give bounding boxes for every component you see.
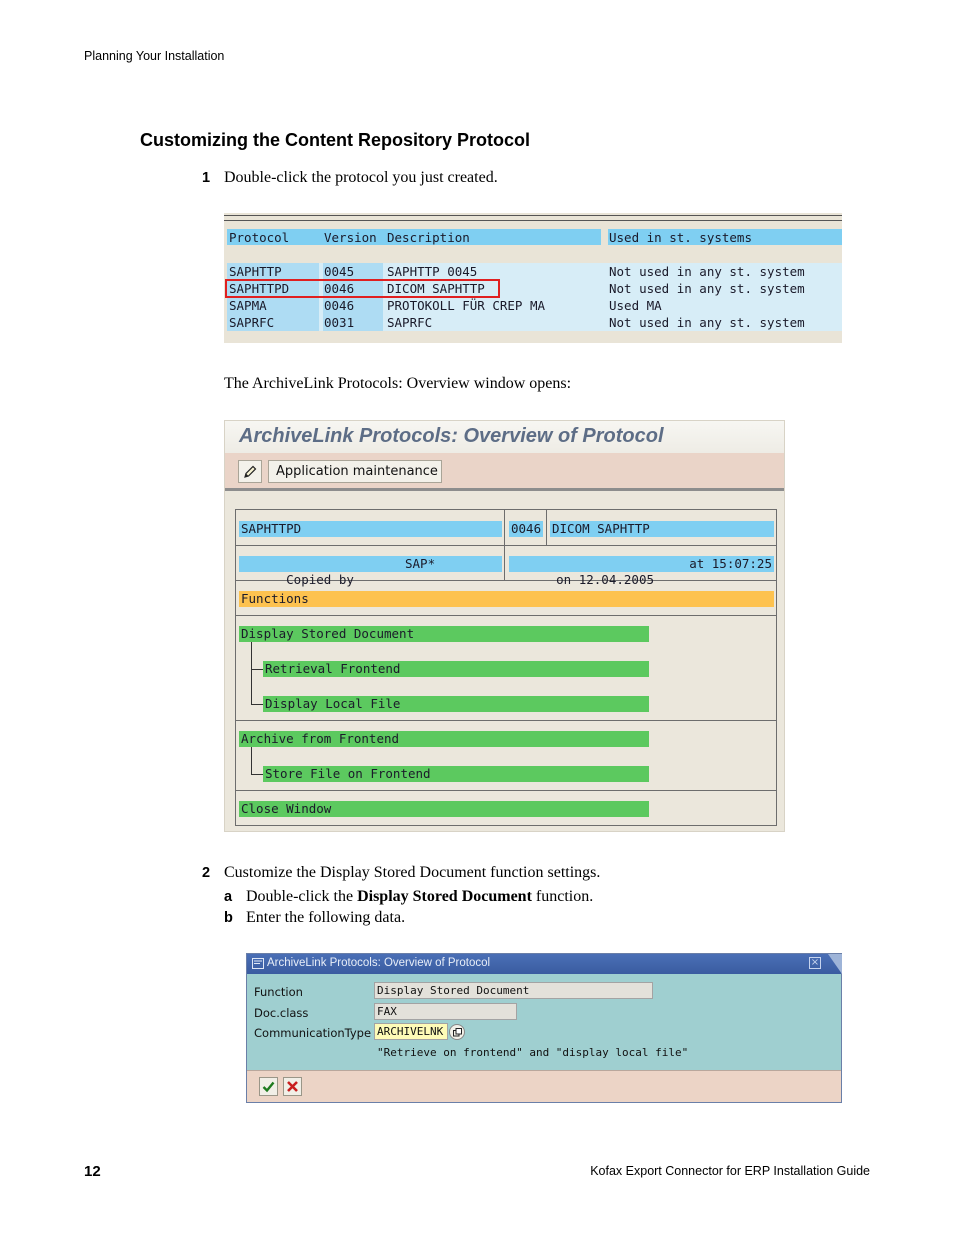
copied-by-label: Copied by [286,572,354,587]
table-row-protocol[interactable]: SAPRFC [229,315,275,330]
protocol-version-field: 0046 [511,521,542,536]
application-maintenance-button[interactable]: Application maintenance [268,460,442,483]
function-display-local-file[interactable]: Display Local File [263,696,649,712]
step-1-number: 1 [202,170,211,186]
protocol-description-field: DICOM SAPHTTP [550,521,774,537]
section-title: Customizing the Content Repository Protocol [140,130,530,150]
protocol-list-screenshot [224,213,842,343]
dialog-button-bar [247,1070,841,1102]
table-row-description: SAPHTTP 0045 [387,264,478,279]
step-2-number: 2 [202,865,211,881]
function-label: Function [254,985,303,999]
caption-overview-opens: The ArchiveLink Protocols: Overview window opens: [224,375,572,392]
header-version: Version [324,230,377,245]
table-row-version: 0046 [324,298,355,313]
step-2a-letter: a [224,889,233,905]
function-store-file-on-frontend[interactable]: Store File on Frontend [263,766,649,782]
table-row-version: 0046 [324,281,355,296]
function-close-window[interactable]: Close Window [239,801,649,817]
protocol-detail-frame [235,509,777,826]
checkmark-icon [262,1080,275,1093]
header-used: Used in st. systems [609,230,752,245]
window-title: ArchiveLink Protocols: Overview of Protocol [239,425,664,447]
functions-header: Functions [239,591,774,607]
step-2a-text: Double-click the Display Stored Document function. [246,888,594,905]
copied-by-value: SAP* [405,556,436,571]
header-description: Description [387,230,470,245]
value-help-icon [453,1028,462,1037]
table-row-protocol[interactable]: SAPHTTPD [229,281,290,296]
header-protocol: Protocol [229,230,290,245]
dialog-titlebar [247,954,841,974]
copied-by-field [239,556,502,587]
doc-class-field[interactable]: FAX [374,1003,517,1020]
overview-window-screenshot [224,420,785,832]
edit-button[interactable] [238,460,262,483]
table-row-used: Not used in any st. system [609,315,805,330]
application-toolbar [225,453,784,491]
step-1-text: Double-click the protocol you just created. [224,169,498,186]
step-2b-text: Enter the following data. [246,909,406,926]
value-help-button[interactable] [449,1024,465,1040]
window-titlebar [225,421,784,453]
function-dialog-screenshot [246,953,842,1103]
pencil-icon [242,464,258,480]
document-icon [252,958,264,969]
doc-class-label: Doc.class [254,1006,309,1020]
running-header: Planning Your Installation [84,49,225,63]
selected-row-highlight [225,279,500,298]
copied-date-field [509,556,774,587]
step-2b-letter: b [224,910,233,926]
function-field[interactable]: Display Stored Document [374,982,653,999]
table-row-description: SAPRFC [387,315,433,330]
communication-type-field[interactable]: ARCHIVELNK [374,1023,448,1040]
confirm-button[interactable] [259,1077,278,1096]
function-archive-from-frontend[interactable]: Archive from Frontend [239,731,649,747]
step-2-text: Customize the Display Stored Document function settings. [224,864,601,881]
function-retrieval-frontend[interactable]: Retrieval Frontend [263,661,649,677]
table-row-used: Not used in any st. system [609,264,805,279]
dialog-note: "Retrieve on frontend" and "display local file" [377,1046,689,1059]
table-row-protocol[interactable]: SAPHTTP [229,264,282,279]
protocol-name-field: SAPHTTPD [239,521,502,537]
table-row-description: PROTOKOLL FÜR CREP MA [387,298,546,313]
copied-at-time: at 15:07:25 [689,556,772,571]
footer-page-number: 12 [84,1163,101,1180]
table-row-used: Used MA [609,298,662,313]
communication-type-label: CommunicationType [254,1026,372,1040]
cancel-x-icon [286,1080,299,1093]
table-row-used: Not used in any st. system [609,281,805,296]
table-row-version: 0031 [324,315,355,330]
close-icon[interactable]: × [810,957,820,968]
copied-on-date: on 12.04.2005 [556,572,654,587]
footer-title: Kofax Export Connector for ERP Installation Guide [590,1164,870,1178]
table-row-version: 0045 [324,264,355,279]
dialog-title: ArchiveLink Protocols: Overview of Protocol [267,957,491,969]
function-display-stored-document[interactable]: Display Stored Document [239,626,649,642]
cancel-button[interactable] [283,1077,302,1096]
table-row-description: DICOM SAPHTTP [387,281,485,296]
table-row-protocol[interactable]: SAPMA [229,298,267,313]
